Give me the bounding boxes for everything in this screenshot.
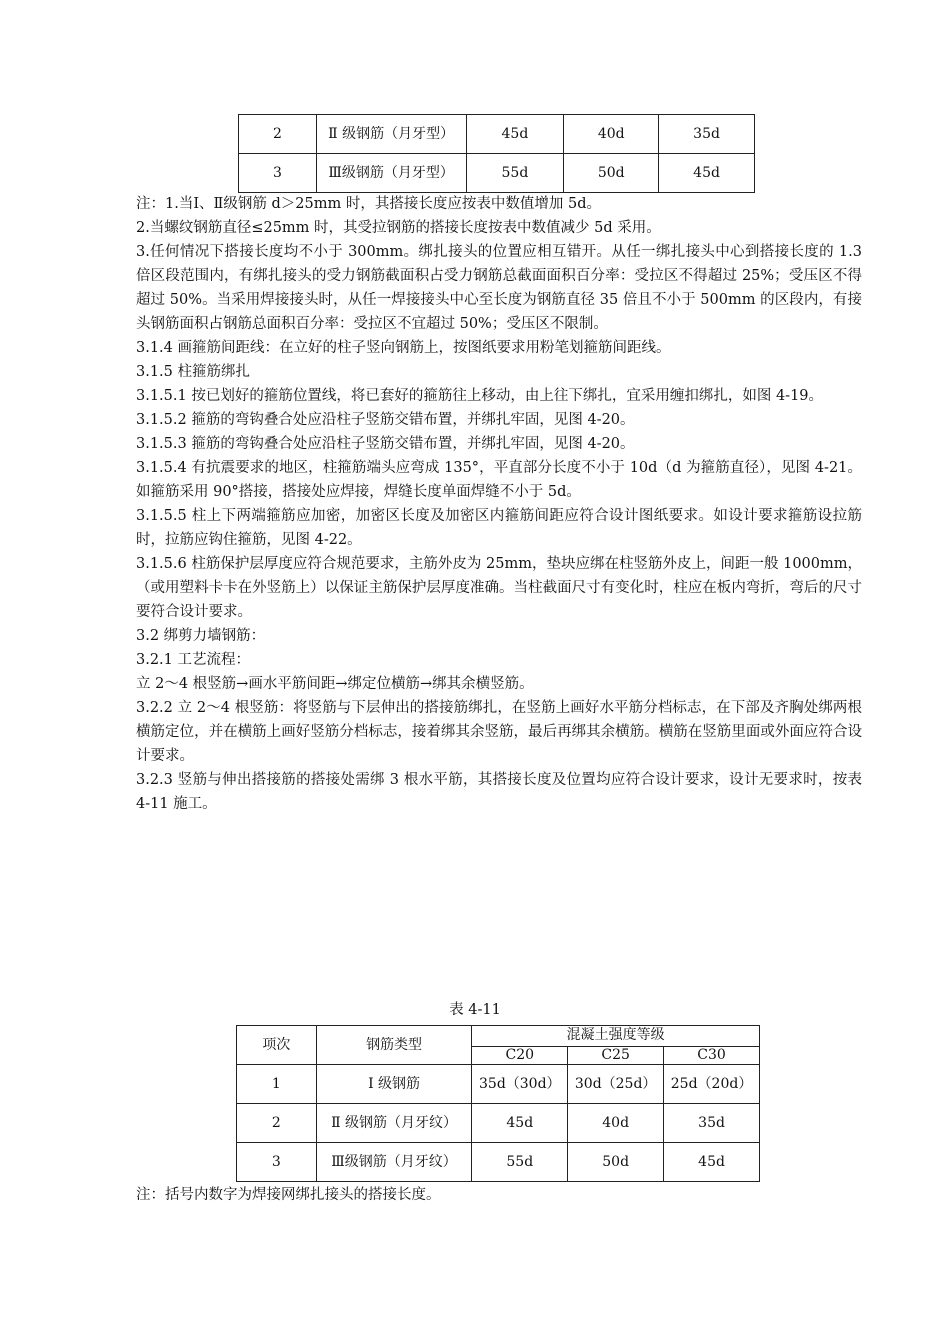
table-row xyxy=(239,154,755,193)
header-concrete-grade: 混凝土强度等级 xyxy=(472,1026,760,1047)
row-number: 1 xyxy=(237,1065,317,1104)
value-c30: 45d xyxy=(659,154,755,193)
value-c20: 45d xyxy=(466,115,564,154)
value-c25: 50d xyxy=(564,154,659,193)
rebar-type: Ⅰ 级钢筋 xyxy=(316,1065,472,1104)
paragraph: 2.当螺纹钢筋直径≤25mm 时，其受拉钢筋的搭接长度按表中数值减少 5d 采用。 xyxy=(136,220,661,236)
table-row xyxy=(237,1065,760,1104)
body-text xyxy=(136,192,862,816)
paragraph: 注：1.当Ⅰ、Ⅱ级钢筋 d＞25mm 时，其搭接长度应按表中数值增加 5d。 xyxy=(136,196,601,212)
table-header-row xyxy=(237,1026,760,1047)
paragraph: 立 2～4 根竖筋→画水平筋间距→绑定位横筋→绑其余横竖筋。 xyxy=(136,676,534,692)
row-number: 3 xyxy=(239,154,317,193)
table-4-11 xyxy=(236,1025,760,1182)
header-rebar-type: 钢筋类型 xyxy=(316,1026,472,1065)
row-number: 2 xyxy=(239,115,317,154)
value-c20: 55d xyxy=(472,1143,568,1182)
value-c20: 35d（30d） xyxy=(472,1065,568,1104)
paragraph: 3.1.5.4 有抗震要求的地区，柱箍筋端头应弯成 135°，平直部分长度不小于 10d（d 为箍筋直径），见图 4-21。如箍筋采用 90°搭接，搭接处应焊接，焊缝长度单面焊缝不小于 5d。 xyxy=(136,460,862,500)
paragraph: 3.1.5.5 柱上下两端箍筋应加密，加密区长度及加密区内箍筋间距应符合设计图纸要求。如设计要求箍筋设拉筋时，拉筋应钩住箍筋，见图 4-22。 xyxy=(136,508,862,548)
row-number: 2 xyxy=(237,1104,317,1143)
lap-length-table-continued xyxy=(238,114,755,193)
table-caption: 表 4-11 xyxy=(449,1002,501,1018)
value-c20: 45d xyxy=(472,1104,568,1143)
value-c30: 45d xyxy=(664,1143,760,1182)
header-item-no: 项次 xyxy=(237,1026,317,1065)
paragraph: 3.2 绑剪力墙钢筋： xyxy=(136,628,266,644)
header-c30: C30 xyxy=(664,1046,760,1064)
table-row xyxy=(237,1104,760,1143)
rebar-type: Ⅲ级钢筋（月牙纹） xyxy=(316,1143,472,1182)
paragraph: 3.1.5.1 按已划好的箍筋位置线，将已套好的箍筋往上移动，由上往下绑扎，宜采用缠扣绑扎，如图 4-19。 xyxy=(136,388,824,404)
table-footnote: 注：括号内数字为焊接网绑扎接头的搭接长度。 xyxy=(136,1187,441,1203)
paragraph: 3.2.3 竖筋与伸出搭接筋的搭接处需绑 3 根水平筋，其搭接长度及位置均应符合设计要求，设计无要求时，按表 4-11 施工。 xyxy=(136,772,862,812)
paragraph: 3.1.5 柱箍筋绑扎 xyxy=(136,364,251,380)
paragraph: 3.1.4 画箍筋间距线：在立好的柱子竖向钢筋上，按图纸要求用粉笔划箍筋间距线。 xyxy=(136,340,671,356)
rebar-type: Ⅱ 级钢筋（月牙型） xyxy=(316,115,466,154)
value-c30: 25d（20d） xyxy=(664,1065,760,1104)
header-c25: C25 xyxy=(568,1046,664,1064)
header-c20: C20 xyxy=(472,1046,568,1064)
paragraph: 3.2.2 立 2～4 根竖筋：将竖筋与下层伸出的搭接筋绑扎，在竖筋上画好水平筋分档标志，在下部及齐胸处绑两根横筋定位，并在横筋上画好竖筋分档标志，接着绑其余竖筋，最后再绑其余横筋。横筋在竖筋里面或外面应符合设计要求。 xyxy=(136,700,862,764)
rebar-type: Ⅱ 级钢筋（月牙纹） xyxy=(316,1104,472,1143)
table-row xyxy=(239,115,755,154)
paragraph: 3.1.5.2 箍筋的弯钩叠合处应沿柱子竖筋交错布置，并绑扎牢固，见图 4-20。 xyxy=(136,412,635,428)
value-c30: 35d xyxy=(659,115,755,154)
value-c20: 55d xyxy=(466,154,564,193)
value-c25: 40d xyxy=(564,115,659,154)
value-c25: 40d xyxy=(568,1104,664,1143)
paragraph: 3.任何情况下搭接长度均不小于 300mm。绑扎接头的位置应相互错开。从任一绑扎接头中心到搭接长度的 1.3 倍区段范围内，有绑扎接头的受力钢筋截面积占受力钢筋总截面面积百分率：受拉区不得超过 25%；受压区不得超过 50%。当采用焊接接头时，从任一焊接接头中心至长度为钢筋直径 35 倍且不小于 500mm 的区段内，有接头钢筋面积占钢筋总面积百分率：受拉区不宜超过 50%；受压区不限制。 xyxy=(136,244,862,332)
value-c25: 50d xyxy=(568,1143,664,1182)
paragraph: 3.1.5.3 箍筋的弯钩叠合处应沿柱子竖筋交错布置，并绑扎牢固，见图 4-20。 xyxy=(136,436,635,452)
paragraph: 3.2.1 工艺流程： xyxy=(136,652,251,668)
table-row xyxy=(237,1143,760,1182)
paragraph: 3.1.5.6 柱筋保护层厚度应符合规范要求，主筋外皮为 25mm，垫块应绑在柱竖筋外皮上，间距一般 1000mm，（或用塑料卡卡在外竖筋上）以保证主筋保护层厚度准确。当柱截面尺寸有变化时，柱应在板内弯折，弯后的尺寸要符合设计要求。 xyxy=(136,556,862,620)
row-number: 3 xyxy=(237,1143,317,1182)
rebar-type: Ⅲ级钢筋（月牙型） xyxy=(316,154,466,193)
value-c25: 30d（25d） xyxy=(568,1065,664,1104)
value-c30: 35d xyxy=(664,1104,760,1143)
